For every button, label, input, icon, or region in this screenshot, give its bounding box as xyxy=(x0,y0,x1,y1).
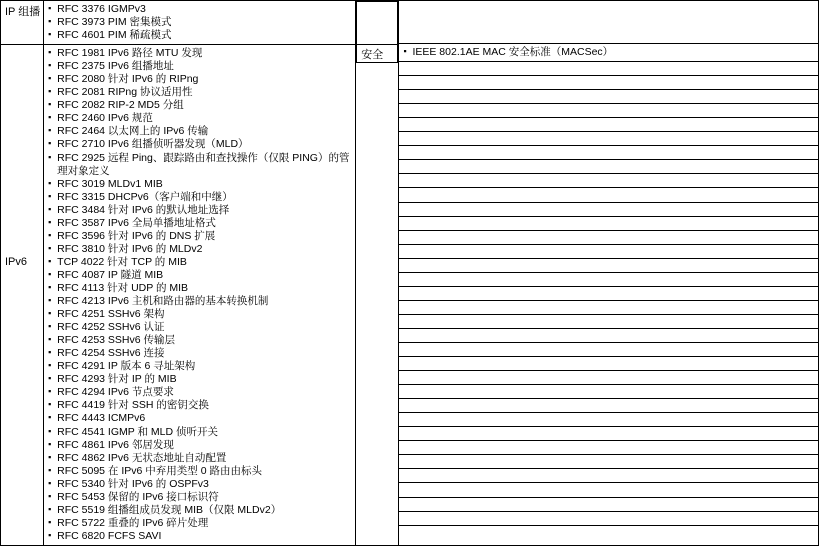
list-item: ▪ RFC 2080 针对 IPv6 的 RIPng xyxy=(48,73,353,86)
empty-cell xyxy=(399,244,818,258)
empty-cell xyxy=(399,328,818,342)
empty-cell xyxy=(399,314,818,328)
standards-list-ip-multicast xyxy=(44,1,355,44)
security-standards-row xyxy=(399,44,818,62)
list-item: ▪ RFC 4443 ICMPv6 xyxy=(48,412,353,425)
category-label-security: 安全 xyxy=(361,49,384,61)
list-item: ▪ RFC 4861 IPv6 邻居发现 xyxy=(48,439,353,452)
empty-row xyxy=(399,385,818,399)
list-item: ▪ RFC 4254 SSHv6 连接 xyxy=(48,347,353,360)
list-item: ▪ RFC 3376 IGMPv3 xyxy=(48,3,353,16)
empty-cell xyxy=(399,216,818,230)
empty-row xyxy=(399,76,818,90)
empty-cell xyxy=(399,202,818,216)
list-item: ▪ RFC 1981 IPv6 路径 MTU 发现 xyxy=(48,47,353,60)
empty-row xyxy=(399,286,818,300)
empty-row xyxy=(399,104,818,118)
list-item: ▪ TCP 4022 针对 TCP 的 MIB xyxy=(48,256,353,269)
category-cell-security xyxy=(356,1,399,546)
list-item: ▪ RFC 4213 IPv6 主机和路由器的基本转换机制 xyxy=(48,295,353,308)
empty-cell xyxy=(399,188,818,202)
empty-row xyxy=(399,497,818,511)
empty-cell xyxy=(399,160,818,174)
empty-row xyxy=(399,174,818,188)
empty-row xyxy=(399,427,818,441)
list-item: ▪ RFC 4252 SSHv6 认证 xyxy=(48,321,353,334)
security-category-top-spacer xyxy=(357,2,398,45)
category-label-ipv6: IPv6 xyxy=(5,256,28,269)
empty-cell xyxy=(399,399,818,413)
standards-cell-security xyxy=(399,1,819,546)
empty-row xyxy=(399,413,818,427)
empty-row xyxy=(399,399,818,413)
list-item: ▪ RFC 3484 针对 IPv6 的默认地址选择 xyxy=(48,204,353,217)
list-item: ▪ RFC 2464 以太网上的 IPv6 传输 xyxy=(48,125,353,138)
empty-cell xyxy=(399,455,818,469)
security-standards-grid xyxy=(399,1,818,526)
list-item: ▪ RFC 2710 IPv6 组播侦听器发现（MLD） xyxy=(48,138,353,151)
list-item: ▪ RFC 5095 在 IPv6 中弃用类型 0 路由由标头 xyxy=(48,465,353,478)
empty-row xyxy=(399,230,818,244)
list-item: ▪ RFC 3019 MLDv1 MIB xyxy=(48,178,353,191)
list-item: ▪ RFC 4541 IGMP 和 MLD 侦听开关 xyxy=(48,426,353,439)
empty-row xyxy=(399,90,818,104)
empty-cell xyxy=(399,371,818,385)
empty-row xyxy=(399,272,818,286)
category-cell-ipv6 xyxy=(1,45,44,546)
empty-row xyxy=(399,132,818,146)
standards-cell-ip-multicast xyxy=(44,1,356,45)
list-item: ▪ RFC 2081 RIPng 协议适用性 xyxy=(48,86,353,99)
empty-cell xyxy=(399,441,818,455)
list-item: ▪ RFC 4419 针对 SSH 的密钥交换 xyxy=(48,399,353,412)
empty-row xyxy=(399,160,818,174)
empty-cell xyxy=(399,469,818,483)
empty-cell xyxy=(399,146,818,160)
empty-row xyxy=(399,455,818,469)
empty-cell xyxy=(399,104,818,118)
list-item: ▪ RFC 3596 针对 IPv6 的 DNS 扩展 xyxy=(48,230,353,243)
list-item: ▪ RFC 4113 针对 UDP 的 MIB xyxy=(48,282,353,295)
empty-cell xyxy=(399,385,818,399)
empty-row xyxy=(399,258,818,272)
list-item: ▪ RFC 5453 保留的 IPv6 接口标识符 xyxy=(48,491,353,504)
empty-row xyxy=(399,357,818,371)
empty-cell xyxy=(399,272,818,286)
empty-row xyxy=(399,146,818,160)
list-item: ▪ RFC 3973 PIM 密集模式 xyxy=(48,16,353,29)
empty-cell xyxy=(399,342,818,356)
security-category-grid xyxy=(356,1,398,63)
list-item: ▪ RFC 2375 IPv6 组播地址 xyxy=(48,60,353,73)
list-item: ▪ RFC 4087 IP 隧道 MIB xyxy=(48,269,353,282)
empty-cell xyxy=(399,483,818,497)
empty-row xyxy=(399,244,818,258)
empty-row xyxy=(399,202,818,216)
empty-cell xyxy=(399,300,818,314)
empty-row xyxy=(399,483,818,497)
list-item: ▪ RFC 3315 DHCPv6（客户端和中继） xyxy=(48,191,353,204)
list-item: ▪ RFC 4294 IPv6 节点要求 xyxy=(48,386,353,399)
list-item: ▪ RFC 2925 远程 Ping、跟踪路由和查找操作（仅限 PING）的管理对象定义 xyxy=(48,152,353,178)
empty-cell xyxy=(399,357,818,371)
empty-row xyxy=(399,469,818,483)
empty-row xyxy=(399,62,818,76)
empty-cell xyxy=(399,230,818,244)
empty-cell xyxy=(399,62,818,76)
list-item: ▪ IEEE 802.1AE MAC 安全标准（MACSec） xyxy=(403,46,816,59)
empty-row xyxy=(399,188,818,202)
list-item: ▪ RFC 4251 SSHv6 架构 xyxy=(48,308,353,321)
empty-cell xyxy=(399,511,818,525)
empty-cell xyxy=(399,118,818,132)
list-item: ▪ RFC 3587 IPv6 全局单播地址格式 xyxy=(48,217,353,230)
empty-cell xyxy=(399,90,818,104)
table-row xyxy=(1,1,819,45)
empty-cell xyxy=(399,132,818,146)
category-cell-ip-multicast xyxy=(1,1,44,45)
list-item: ▪ RFC 4862 IPv6 无状态地址自动配置 xyxy=(48,452,353,465)
security-top-spacer xyxy=(399,1,818,44)
empty-row xyxy=(399,342,818,356)
list-item: ▪ RFC 4253 SSHv6 传输层 xyxy=(48,334,353,347)
standards-list-ipv6 xyxy=(44,45,355,545)
empty-row xyxy=(399,511,818,525)
empty-cell xyxy=(399,427,818,441)
category-label-ip-multicast: IP 组播 xyxy=(5,6,41,18)
security-category-label-cell xyxy=(357,45,398,63)
list-item: ▪ RFC 2460 IPv6 规范 xyxy=(48,112,353,125)
empty-row xyxy=(399,328,818,342)
list-item: ▪ RFC 4293 针对 IP 的 MIB xyxy=(48,373,353,386)
standards-cell-ipv6 xyxy=(44,45,356,546)
standards-list-security xyxy=(399,44,818,61)
list-item: ▪ RFC 5722 重叠的 IPv6 碎片处理 xyxy=(48,517,353,530)
list-item: ▪ RFC 5519 组播组成员发现 MIB（仅限 MLDv2） xyxy=(48,504,353,517)
empty-row xyxy=(399,314,818,328)
empty-cell xyxy=(399,76,818,90)
empty-cell xyxy=(399,174,818,188)
empty-row xyxy=(399,216,818,230)
empty-row xyxy=(399,300,818,314)
empty-row xyxy=(399,371,818,385)
list-item: ▪ RFC 5340 针对 IPv6 的 OSPFv3 xyxy=(48,478,353,491)
empty-cell xyxy=(399,286,818,300)
list-item: ▪ RFC 3810 针对 IPv6 的 MLDv2 xyxy=(48,243,353,256)
empty-cell xyxy=(399,413,818,427)
empty-cell xyxy=(399,258,818,272)
list-item: ▪ RFC 4601 PIM 稀疏模式 xyxy=(48,29,353,42)
list-item: ▪ RFC 2082 RIP-2 MD5 分组 xyxy=(48,99,353,112)
empty-cell xyxy=(399,497,818,511)
list-item: ▪ RFC 4291 IP 版本 6 寻址架构 xyxy=(48,360,353,373)
list-item: ▪ RFC 6820 FCFS SAVI xyxy=(48,530,353,543)
empty-row xyxy=(399,118,818,132)
empty-row xyxy=(399,441,818,455)
